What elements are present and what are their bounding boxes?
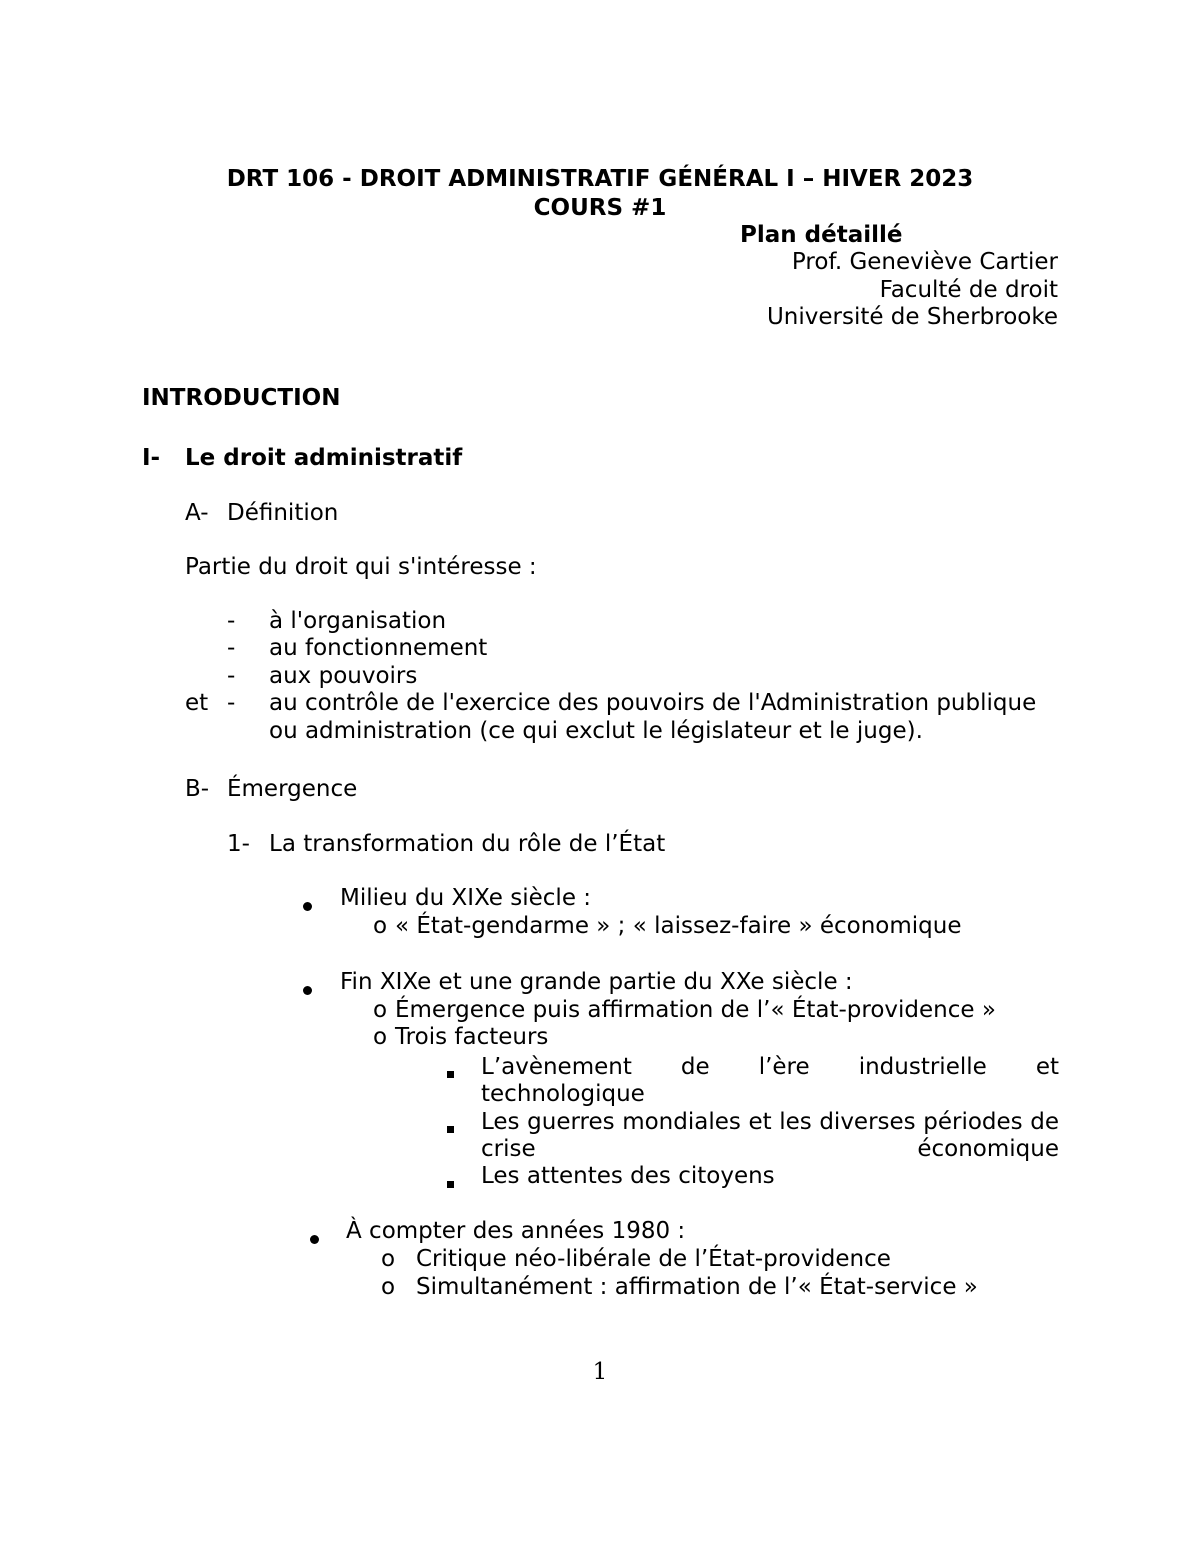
circle-bullet-icon: o — [373, 1024, 388, 1050]
list-item: au contrôle de l'exercice des pouvoirs de l'Administration publique — [269, 690, 1037, 716]
section-i-title: Le droit administratif — [185, 445, 463, 471]
circle-bullet-icon: o — [381, 1274, 396, 1300]
list-item: aux pouvoirs — [269, 663, 418, 689]
sub-bullet-item: Critique néo-libérale de l’État-providence — [416, 1246, 891, 1272]
professor-name: Prof. Geneviève Cartier — [791, 249, 1058, 275]
dash-bullet: - — [227, 635, 236, 661]
square-bullet-icon — [447, 1115, 454, 1138]
dash-bullet: - — [227, 608, 236, 634]
bullet-dot-icon — [303, 893, 312, 916]
list-item: à l'organisation — [269, 608, 447, 634]
factor-item: Les guerres mondiales et les diverses périodes de crise économique — [481, 1109, 1059, 1162]
sub-bullet-item: « État-gendarme » ; « laissez-faire » économique — [395, 913, 962, 939]
bullet-dot-icon — [303, 977, 312, 1000]
section-i-marker: I- — [142, 445, 161, 471]
section-b-title: Émergence — [227, 776, 358, 802]
sub-bullet-item: Trois facteurs — [395, 1024, 549, 1050]
university-name: Université de Sherbrooke — [766, 304, 1058, 330]
square-bullet-icon — [447, 1170, 454, 1193]
list-prefix-et: et — [185, 690, 209, 716]
bullet-item: Milieu du XIXe siècle : — [340, 885, 592, 911]
page-number: 1 — [592, 1359, 608, 1385]
section-a-marker: A- — [185, 500, 209, 526]
bullet-dot-icon — [310, 1226, 319, 1249]
bullet-item: Fin XIXe et une grande partie du XXe siècle : — [340, 969, 853, 995]
bullet-item: À compter des années 1980 : — [346, 1218, 686, 1244]
factor-item: L’avènement de l’ère industrielle et technologique — [481, 1054, 1059, 1107]
circle-bullet-icon: o — [381, 1246, 396, 1272]
dash-bullet: - — [227, 663, 236, 689]
list-item: au fonctionnement — [269, 635, 488, 661]
square-bullet-icon — [447, 1060, 454, 1083]
list-item-continuation: ou administration (ce qui exclut le législateur et le juge). — [269, 718, 923, 744]
subsection-1-marker: 1- — [227, 831, 250, 857]
document-title: DRT 106 - DROIT ADMINISTRATIF GÉNÉRAL I – HIVER 2023 — [226, 166, 974, 192]
section-b-marker: B- — [185, 776, 210, 802]
sub-bullet-item: Simultanément : affirmation de l’« État-service » — [416, 1274, 978, 1300]
factor-item: Les attentes des citoyens — [481, 1163, 775, 1189]
circle-bullet-icon: o — [373, 997, 388, 1023]
introduction-heading: INTRODUCTION — [142, 385, 341, 411]
dash-bullet: - — [227, 690, 236, 716]
circle-bullet-icon: o — [373, 913, 388, 939]
section-a-title: Définition — [227, 500, 339, 526]
plan-heading: Plan détaillé — [740, 222, 903, 248]
faculty-name: Faculté de droit — [879, 277, 1058, 303]
subsection-1-title: La transformation du rôle de l’État — [269, 831, 666, 857]
course-number: COURS #1 — [533, 195, 667, 221]
sub-bullet-item: Émergence puis affirmation de l’« État-providence » — [395, 997, 996, 1023]
definition-intro: Partie du droit qui s'intéresse : — [185, 554, 537, 580]
